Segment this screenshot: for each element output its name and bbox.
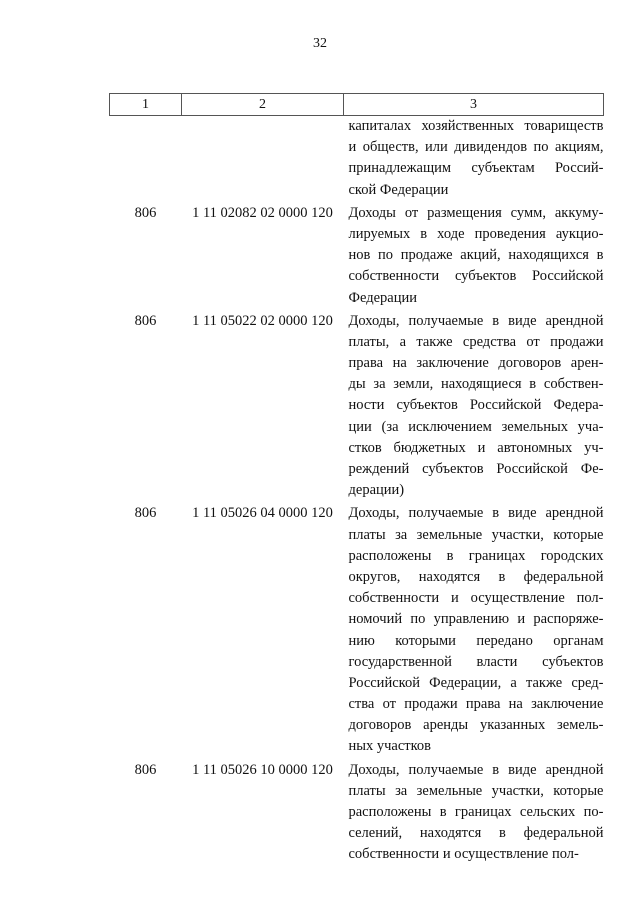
description-line: капиталах хозяйственных товариществ [348,118,604,134]
admin-code-cell: 806 [134,312,157,329]
description-line: реждений субъектов Российской Фе- [348,461,604,477]
admin-code-cell: 806 [134,505,157,522]
description-line: расположены в границах городских [348,547,604,564]
description-line: принадлежащим субъектам Россий- [348,160,604,177]
description-line: ции (за исключением земельных уча- [348,418,604,435]
admin-code-cell [110,116,182,203]
description-line: собственности и осуществление пол- [348,846,579,863]
description-line: ды за земли, находящиеся в собствен- [348,376,604,393]
description-line: Доходы, получаемые в виде арендной [348,505,604,522]
admin-code-cell: 806 [134,761,157,778]
description-cell [344,116,604,203]
description-line: расположены в границах сельских по- [348,804,604,820]
kbk-code-cell: 1 11 05022 02 0000 120 [192,312,333,329]
description-line: дерации) [348,482,405,499]
description-line: лируемых в ходе проведения аукцио- [348,225,604,242]
description-line: платы за земельные участки, которые [348,526,604,543]
description-line: ных участков [348,738,432,755]
description-line: нов по продаже акций, находящихся в [348,247,604,264]
description-line: стков бюджетных и автономных уч- [348,439,604,456]
description-line: округов, находятся в федеральной [348,568,604,585]
table-row [110,116,604,203]
description-line: Российской Федерации, а также сред- [348,674,604,691]
description-line: ности субъектов Российской Федера- [348,397,604,414]
description-line: Федерации [348,289,417,306]
description-line: ской Федерации [348,181,449,198]
description-line: собственности и осуществление пол- [348,590,604,607]
admin-code-cell: 806 [134,204,157,221]
description-line: и обществ, или дивидендов по акциям, [348,139,604,156]
table-row [110,311,604,504]
kbk-code-cell: 1 11 05026 04 0000 120 [192,505,333,522]
kbk-code-cell: 1 11 02082 02 0000 120 [192,204,333,221]
table-body [110,116,604,868]
description-line: номочий по управлению и распоряже- [348,611,604,628]
description-cell [344,203,604,311]
table-header-row [110,94,604,116]
table-row [110,203,604,311]
description-line: Доходы, получаемые в виде арендной [348,761,604,778]
column-header-1: 1 [110,94,182,116]
kbk-code-cell [182,116,344,203]
description-line: ства от продажи права на заключение [348,696,604,713]
description-line: собственности субъектов Российской [348,268,604,285]
revenue-codes-table [109,93,604,868]
description-line: договоров аренды указанных земель- [348,717,604,734]
description-cell [344,760,604,868]
page-number: 32 [313,36,327,51]
description-line: платы, а также средства от продажи [348,333,604,350]
column-header-3: 3 [344,94,604,116]
description-line: селений, находятся в федеральной [348,825,604,842]
description-cell [344,503,604,759]
table-row [110,760,604,868]
description-line: Доходы, получаемые в виде арендной [348,312,604,329]
table-row [110,503,604,759]
description-line: государственной власти субъектов [348,653,604,670]
description-line: права на заключение договоров арен- [348,355,604,372]
description-line: Доходы от размещения сумм, аккуму- [348,204,604,221]
description-line: платы за земельные участки, которые [348,782,604,799]
description-cell [344,311,604,504]
kbk-code-cell: 1 11 05026 10 0000 120 [192,761,333,778]
column-header-2: 2 [182,94,344,116]
description-line: нию которыми передано органам [348,632,604,649]
